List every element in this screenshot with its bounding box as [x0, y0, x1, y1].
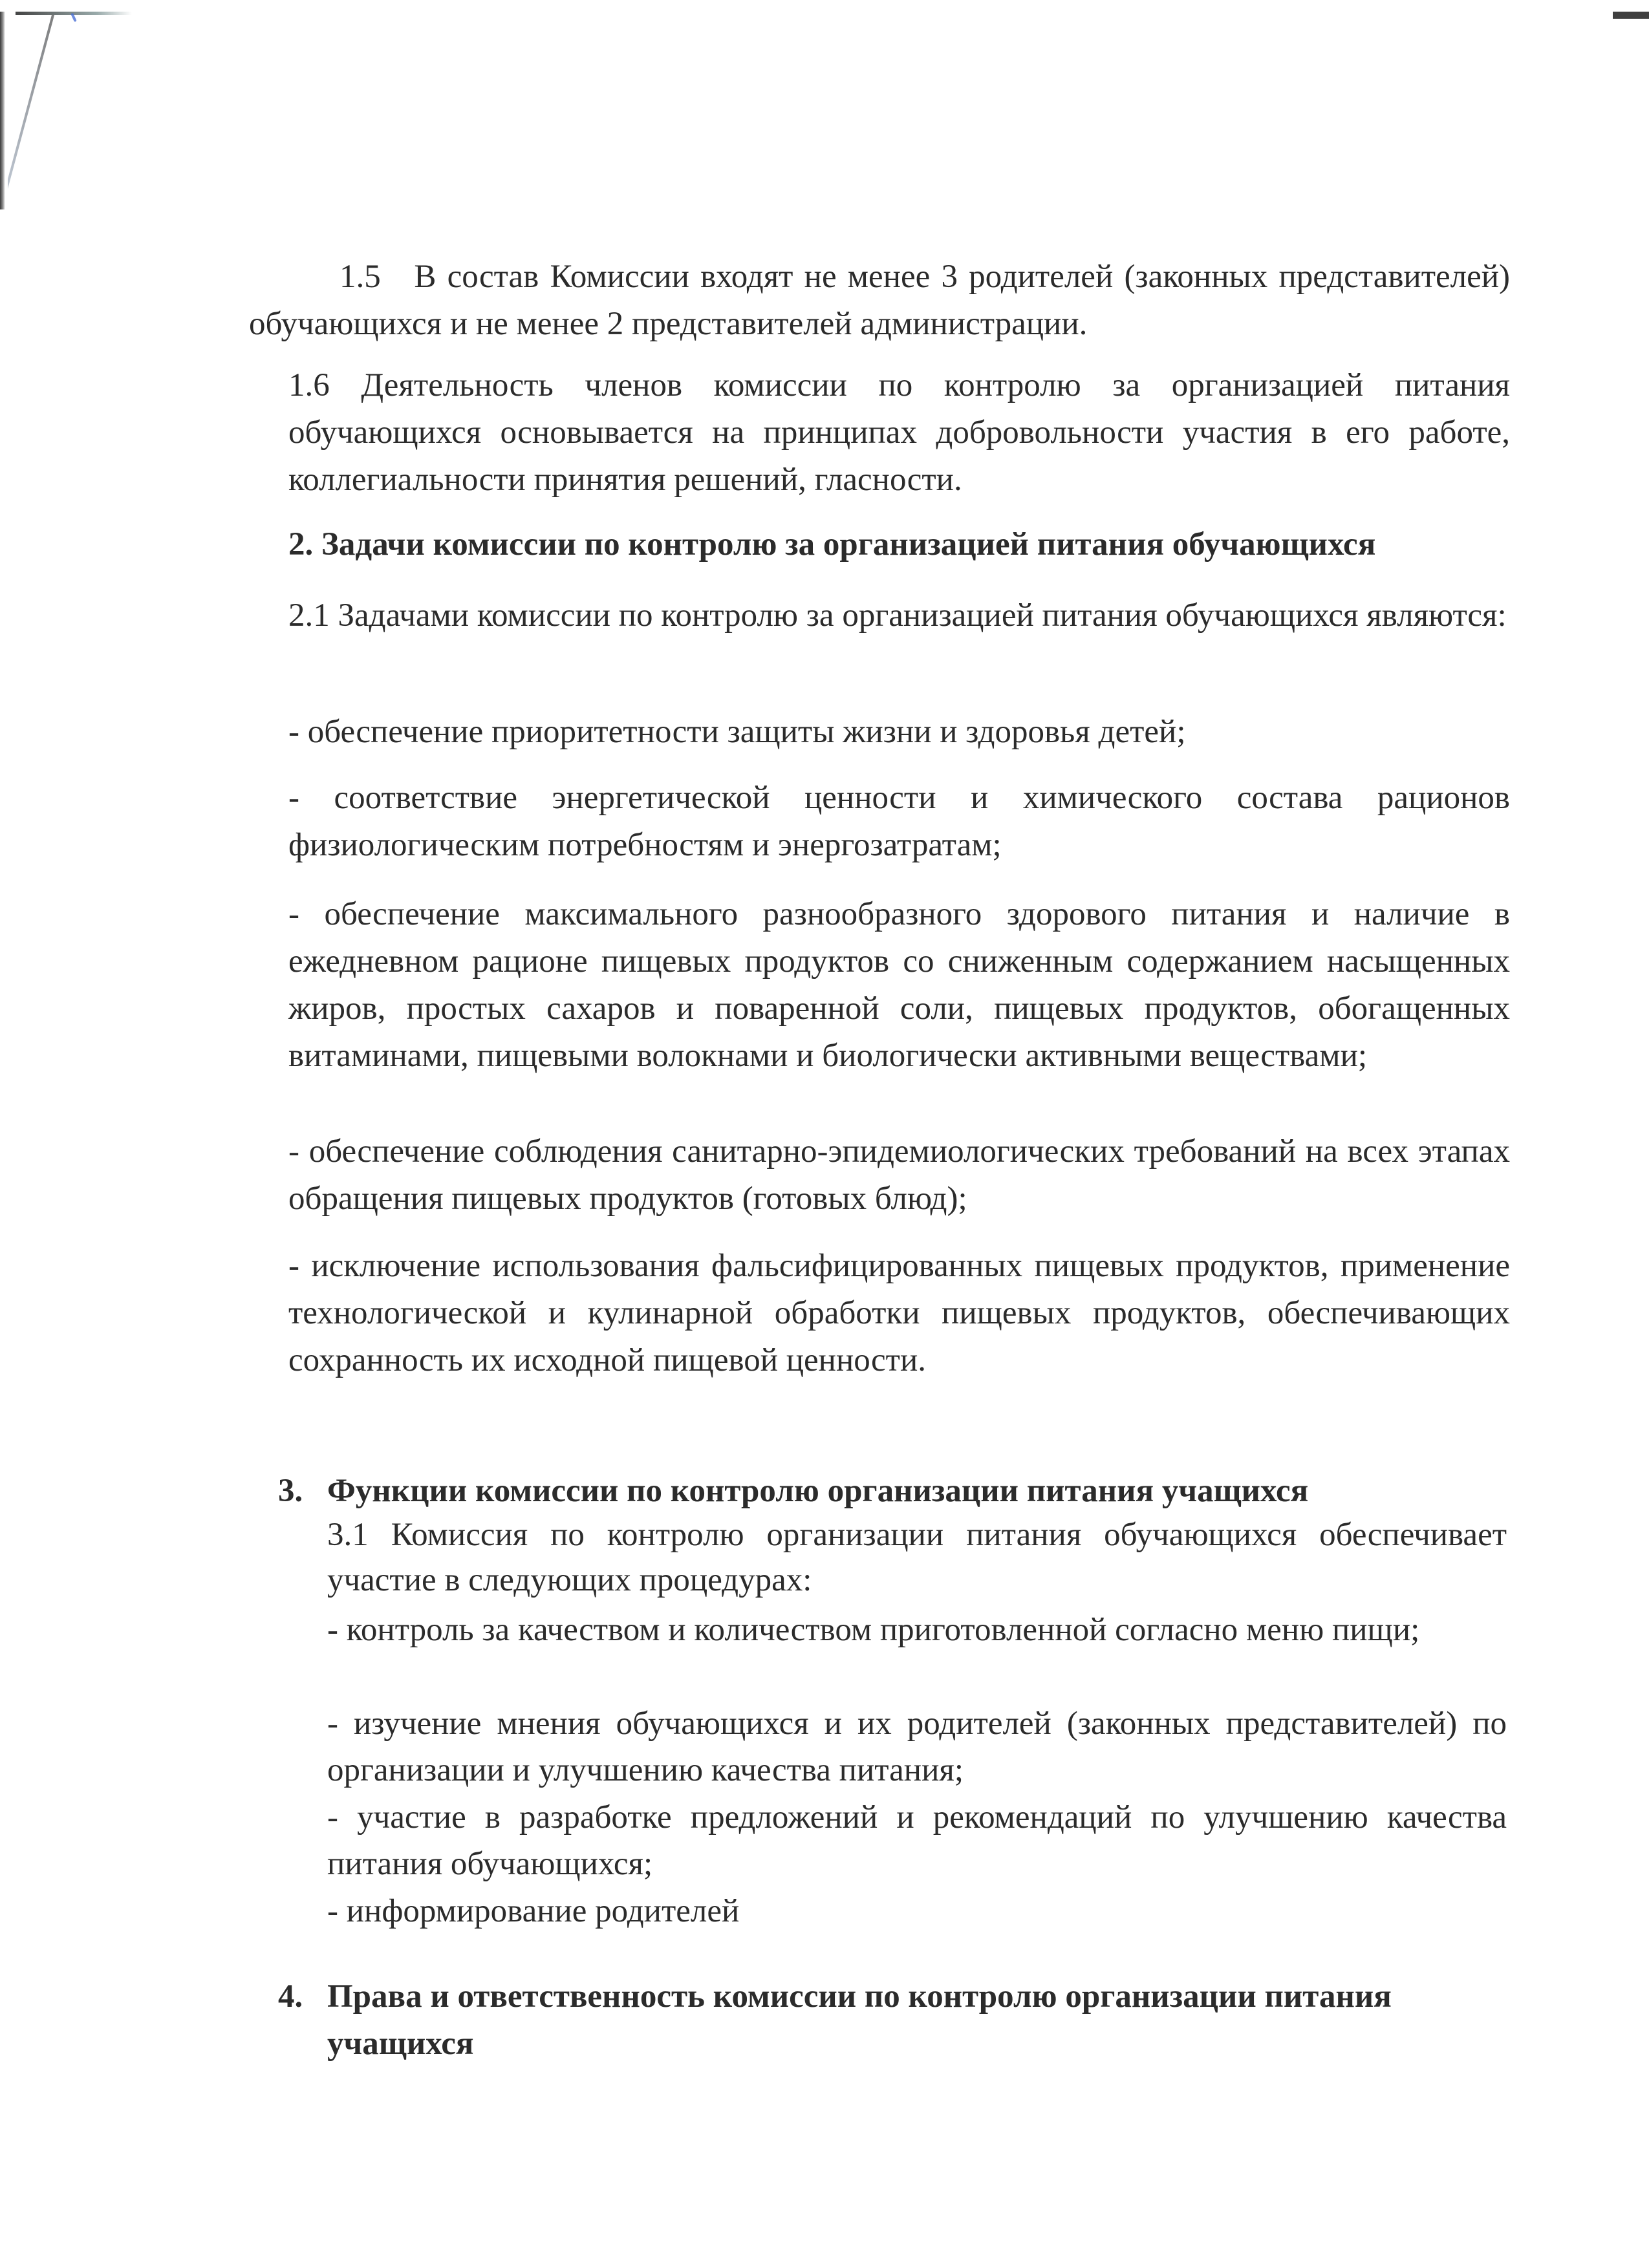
section-3-heading	[278, 1468, 1513, 1515]
section-2-heading: 2. Задачи комиссии по контролю за организацией питания обучающихся	[288, 526, 1376, 562]
paragraph-1-5: 1.5 В состав Комиссии входят не менее 3 родителей (законных представителей) обучающихся и не менее 2 представителей администрации.	[249, 259, 1510, 342]
section-2-intro: 2.1 Задачами комиссии по контролю за организацией питания обучающихся являются:	[288, 597, 1507, 634]
section-2-item: - обеспечение максимального разнообразного здорового питания и наличие в ежедневном рационе пищевых продуктов со сниженным содержанием насыщенных жиров, простых сахаров и поваренной соли, пищевых продуктов, обогащенных витаминами, пищевыми волокнами и биологически активными веществами;	[288, 896, 1510, 1074]
section-4-number: 4.	[278, 1978, 303, 2015]
section-2-item: - обеспечение приоритетности защиты жизни и здоровья детей;	[288, 714, 1186, 750]
section-3-item: - информирование родителей	[327, 1893, 740, 1929]
scan-mark-top-right	[1613, 12, 1649, 19]
section-3-title: Функции комиссии по контролю организации питания учащихся	[327, 1473, 1309, 1509]
paragraph-1-6: 1.6 Деятельность членов комиссии по контролю за организацией питания обучающихся основывается на принципах добровольности участия в его работе, коллегиальности принятия решений, гласности.	[288, 367, 1510, 498]
scan-edge-diagonal	[8, 12, 66, 212]
section-3-item: - изучение мнения обучающихся и их родителей (законных представителей) по организации и улучшению качества питания;	[327, 1706, 1507, 1788]
section-3-number: 3.	[278, 1473, 303, 1509]
section-4-heading	[278, 1973, 1513, 2068]
section-2-item: - исключение использования фальсифицированных пищевых продуктов, применение технологической и кулинарной обработки пищевых продуктов, обеспечивающих сохранность их исходной пищевой ценности.	[288, 1248, 1510, 1378]
section-3-intro: 3.1 Комиссия по контролю организации питания обучающихся обеспечивает участие в следующих процедурах:	[327, 1517, 1507, 1598]
section-3-item: - контроль за качеством и количеством приготовленной согласно меню пищи;	[327, 1612, 1420, 1648]
section-2-item: - обеспечение соблюдения санитарно-эпидемиологических требований на всех этапах обращения пищевых продуктов (готовых блюд);	[288, 1133, 1510, 1217]
section-4-title: Права и ответственность комиссии по контролю организации питания учащихся	[327, 1978, 1392, 2062]
section-2-item: - соответствие энергетической ценности и химического состава рационов физиологическим потребностям и энергозатратам;	[288, 780, 1510, 863]
section-3-item: - участие в разработке предложений и рекомендаций по улучшению качества питания обучающихся;	[327, 1799, 1507, 1882]
scan-edge-left	[0, 12, 5, 209]
